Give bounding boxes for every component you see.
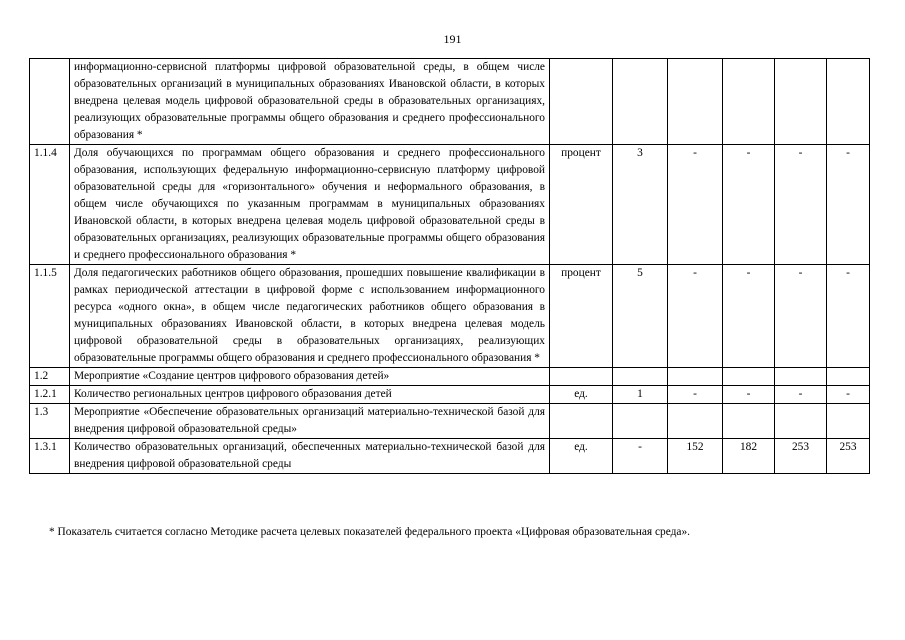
row-unit: ед.	[550, 439, 613, 474]
row-unit	[550, 404, 613, 439]
row-description: Количество образовательных организаций, обеспеченных материально-технической базой для внедрения цифровой образовательной среды	[70, 439, 550, 474]
row-value	[668, 404, 723, 439]
row-value	[723, 368, 775, 386]
row-value: 1	[613, 386, 668, 404]
row-value: -	[827, 386, 870, 404]
row-value: 5	[613, 265, 668, 368]
row-value	[827, 59, 870, 145]
row-value: -	[827, 145, 870, 265]
row-value	[613, 368, 668, 386]
row-value: -	[613, 439, 668, 474]
row-value: -	[668, 386, 723, 404]
row-value	[827, 404, 870, 439]
row-unit: процент	[550, 265, 613, 368]
row-description: информационно-сервисной платформы цифровой образовательной среды, в общем числе образовательных организаций в муниципальных образованиях Ивановской области, в которых внедрена целевая модель цифровой образовательной среды в образовательных организациях, реализующих образовательные программы общего образования и среднего профессионального образования *	[70, 59, 550, 145]
table-row	[30, 368, 870, 386]
row-value	[668, 368, 723, 386]
row-value: -	[668, 265, 723, 368]
row-value: -	[723, 145, 775, 265]
footnote: * Показатель считается согласно Методике расчета целевых показателей федерального проекта «Цифровая образовательная среда».	[49, 526, 691, 538]
row-value	[613, 404, 668, 439]
table-row	[30, 439, 870, 474]
row-value: -	[723, 386, 775, 404]
row-unit	[550, 368, 613, 386]
row-description: Доля педагогических работников общего образования, прошедших повышение квалификации в рамках периодической аттестации в цифровой форме с использованием информационного ресурса «одного окна», в общем числе педагогических работников общего образования в муниципальных образованиях Ивановской области, в которых внедрена целевая модель цифровой образовательной среды в образовательных организациях, реализующих образовательные программы общего образования и среднего профессионального образования *	[70, 265, 550, 368]
table-row	[30, 59, 870, 145]
row-value: -	[775, 145, 827, 265]
page-number: 191	[443, 32, 462, 46]
table-row	[30, 404, 870, 439]
row-value: 253	[775, 439, 827, 474]
row-unit	[550, 59, 613, 145]
row-number: 1.1.5	[30, 265, 70, 368]
row-number: 1.3	[30, 404, 70, 439]
row-number: 1.2.1	[30, 386, 70, 404]
row-value: -	[775, 386, 827, 404]
row-value	[775, 59, 827, 145]
row-value	[775, 404, 827, 439]
row-value	[723, 59, 775, 145]
row-value	[827, 368, 870, 386]
indicators-table	[29, 58, 870, 474]
row-unit: ед.	[550, 386, 613, 404]
row-number: 1.3.1	[30, 439, 70, 474]
row-value: 152	[668, 439, 723, 474]
row-value: -	[775, 265, 827, 368]
row-number: 1.2	[30, 368, 70, 386]
table-row	[30, 386, 870, 404]
row-description: Мероприятие «Создание центров цифрового образования детей»	[70, 368, 550, 386]
row-value	[668, 59, 723, 145]
table-row	[30, 265, 870, 368]
row-value: -	[827, 265, 870, 368]
row-description: Количество региональных центров цифрового образования детей	[70, 386, 550, 404]
row-value: 182	[723, 439, 775, 474]
row-value: -	[723, 265, 775, 368]
row-number	[30, 59, 70, 145]
row-value: -	[668, 145, 723, 265]
row-value	[613, 59, 668, 145]
row-value: 3	[613, 145, 668, 265]
table-row	[30, 145, 870, 265]
row-value: 253	[827, 439, 870, 474]
row-description: Доля обучающихся по программам общего образования и среднего профессионального образования, использующих федеральную информационно-сервисную платформу цифровой образовательной среды для «горизонтального» обучения и неформального образования, в общем числе обучающихся по указанным программам в муниципальных образованиях Ивановской области, в которых внедрена целевая модель цифровой образовательной среды в образовательных организациях, реализующих образовательные программы общего образования и среднего профессионального образования *	[70, 145, 550, 265]
row-unit: процент	[550, 145, 613, 265]
row-description: Мероприятие «Обеспечение образовательных организаций материально-технической базой для внедрения цифровой образовательной среды»	[70, 404, 550, 439]
row-value	[775, 368, 827, 386]
row-value	[723, 404, 775, 439]
row-number: 1.1.4	[30, 145, 70, 265]
